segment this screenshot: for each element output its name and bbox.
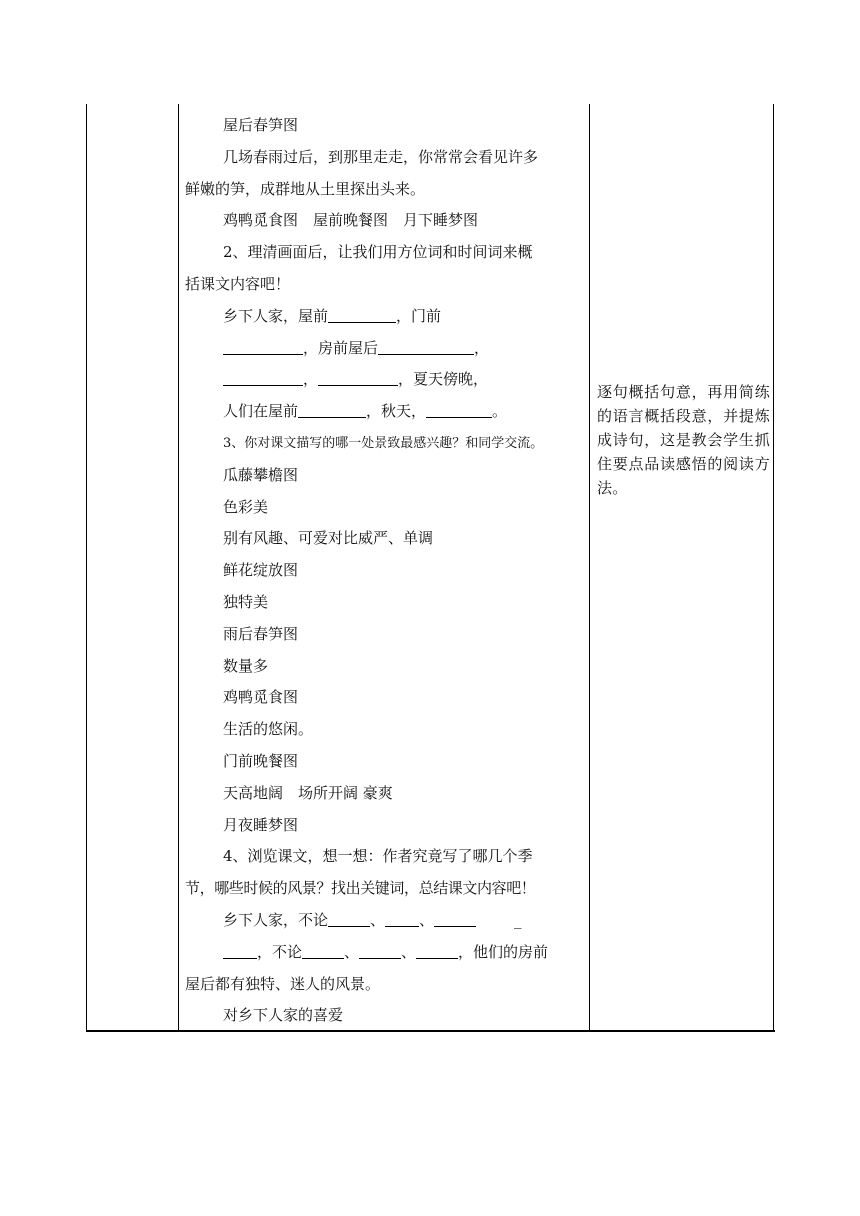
fill-sep: 、 — [370, 910, 386, 929]
scene-line: 瓜藤攀檐图 — [223, 465, 299, 484]
fill-text: ，夏天傍晚， — [398, 370, 489, 389]
fill-text: ， — [303, 370, 319, 389]
fill-text: _ — [514, 910, 522, 929]
text-line: 几场春雨过后，到那里走走，你常常会看见许多 — [223, 147, 539, 166]
text-line: 括课文内容吧！ — [185, 274, 291, 293]
blank — [223, 336, 303, 355]
fill-text: ，秋天， — [366, 402, 427, 421]
fill-text: ，门前 — [396, 306, 442, 325]
fill-text: ，房前屋后 — [303, 338, 379, 357]
blank — [328, 908, 370, 927]
fill-text: 。 — [492, 402, 508, 421]
table-border-left — [86, 104, 87, 1030]
fill-line-3 — [185, 364, 589, 396]
scene-line: 鲜花绽放图 — [223, 561, 299, 580]
scene-line: 月夜睡梦图 — [223, 815, 299, 834]
fill-line-4 — [185, 396, 589, 428]
question-4-cont: 节，哪些时候的风景？找出关键词，总结课文内容吧！ — [185, 879, 536, 898]
scene-line: 门前晚餐图 — [223, 751, 299, 770]
text-line: 2、理清画面后，让我们用方位词和时间词来概 — [223, 243, 533, 262]
fill-sep: 、 — [401, 942, 417, 961]
blank — [328, 304, 396, 323]
teaching-process-cell — [185, 110, 589, 1032]
scene-line: 生活的悠闲。 — [223, 720, 314, 739]
fill-sep: 、 — [419, 910, 435, 929]
table-border-col2 — [589, 104, 590, 1030]
text-line: 鲜嫩的笋，成群地从土里探出头来。 — [185, 179, 426, 198]
fill-text: ，他们的房前 — [458, 942, 549, 961]
blank — [434, 908, 476, 927]
scene-line: 雨后春笋图 — [223, 624, 299, 643]
blank — [302, 940, 344, 959]
fill-text: 乡下人家，不论 — [223, 910, 329, 929]
blank — [223, 940, 257, 959]
scene-line: 鸡鸭觅食图 — [223, 688, 299, 707]
text-line: 屋后春笋图 — [223, 116, 299, 134]
blank — [385, 908, 419, 927]
fill-text: 人们在屋前 — [223, 402, 299, 421]
scene-line: 别有风趣、可爱对比威严、单调 — [223, 529, 434, 548]
blank — [416, 940, 458, 959]
blank — [378, 336, 474, 355]
table-border-right — [773, 104, 774, 1030]
text-line: 对乡下人家的喜爱 — [223, 1006, 344, 1025]
design-intent-note: 逐句概括句意，再用简练的语言概括段意，并提炼成诗句，这是教会学生抓住要点品读感悟的阅读方法。 — [597, 383, 770, 497]
fill-text: ，不论 — [257, 942, 303, 961]
fill-line-2 — [185, 333, 589, 365]
question-3: 3、你对课文描写的哪一处景致最感兴趣？和同学交流。 — [223, 435, 544, 451]
question-4: 4、浏览课文，想一想：作者究竟写了哪几个季 — [223, 847, 533, 866]
fill-line-1 — [185, 301, 589, 333]
blank — [426, 399, 492, 418]
fill2-line-1 — [185, 905, 589, 937]
scene-line: 色彩美 — [223, 497, 269, 516]
blank — [359, 940, 401, 959]
blank — [223, 367, 303, 386]
table-border-col1 — [178, 104, 179, 1030]
scene-line: 天高地阔 场所开阔 豪爽 — [223, 783, 393, 802]
text-line: 鸡鸭觅食图 屋前晚餐图 月下睡梦图 — [223, 211, 479, 230]
scene-line: 独特美 — [223, 592, 269, 611]
fill-text: 乡下人家，屋前 — [223, 306, 329, 325]
blank — [318, 367, 398, 386]
fill2-line-2 — [185, 937, 589, 969]
blank — [298, 399, 366, 418]
fill-text: ， — [474, 338, 490, 357]
scene-line: 数量多 — [223, 656, 269, 675]
fill-sep: 、 — [344, 942, 360, 961]
text-line: 屋后都有独特、迷人的风景。 — [185, 974, 381, 993]
